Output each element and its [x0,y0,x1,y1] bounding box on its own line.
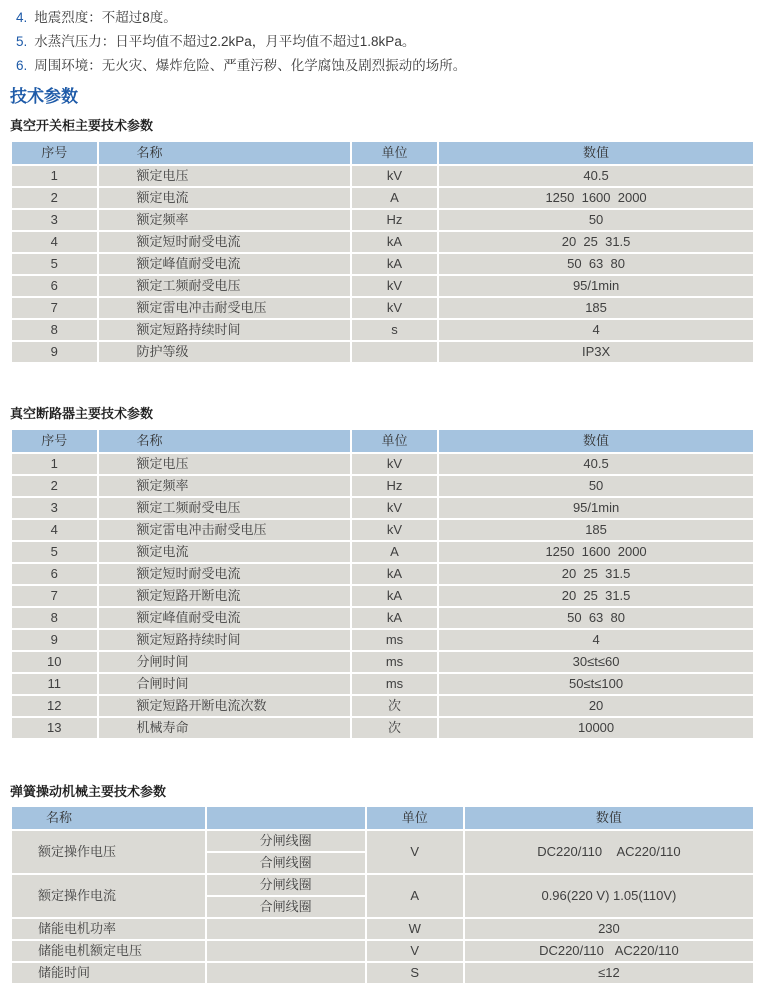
cell: 12 [12,696,97,716]
cell: 额定操作电流 [12,875,205,917]
cell: 额定电流 [99,542,350,562]
column-header [207,807,365,829]
cell: DC220/110 AC220/110 [465,831,753,873]
spring-mechanism-params-table [10,805,755,985]
cell: DC220/110 AC220/110 [465,941,753,961]
cell: 储能电机额定电压 [12,941,205,961]
cell: 额定短路持续时间 [99,630,350,650]
cell: ms [352,674,437,694]
cell: 分闸线圈 [207,875,365,895]
table-row [12,919,753,939]
cell: 合闸时间 [99,674,350,694]
cell: 额定峰值耐受电流 [99,254,350,274]
cell: 分闸线圈 [207,831,365,851]
cell: 额定操作电压 [12,831,205,873]
cell: kA [352,564,437,584]
cell: 额定雷电冲击耐受电压 [99,298,350,318]
column-header: 数值 [465,807,753,829]
cell: 额定电流 [99,188,350,208]
table-row [12,454,753,474]
column-header: 单位 [367,807,463,829]
column-header: 名称 [12,807,205,829]
column-header: 名称 [99,430,350,452]
cell: 额定短时耐受电流 [99,232,350,252]
cell: 4 [439,320,753,340]
cell: kA [352,608,437,628]
cell: 额定频率 [99,476,350,496]
cell: 8 [12,608,97,628]
column-header: 序号 [12,142,97,164]
cell: 50 [439,210,753,230]
cell: 3 [12,498,97,518]
cell: 1250 1600 2000 [439,188,753,208]
cell: 5 [12,542,97,562]
cell: A [352,542,437,562]
cell: 额定短路持续时间 [99,320,350,340]
condition-notes-list [16,6,755,78]
table-row [12,276,753,296]
cell: 4 [439,630,753,650]
cell: 1 [12,454,97,474]
table-header-row [12,142,753,164]
cell: kV [352,498,437,518]
cell: 40.5 [439,454,753,474]
table-row [12,674,753,694]
table-title-spring-mechanism: 弹簧操动机械主要技术参数 [10,784,167,799]
table-row [12,630,753,650]
cell: kA [352,232,437,252]
table-header-row [12,430,753,452]
table-row [12,498,753,518]
cell: S [367,963,463,983]
table-row [12,342,753,362]
cell: kV [352,298,437,318]
table-row [12,652,753,672]
table-row [12,232,753,252]
cell: W [367,919,463,939]
table-row [12,542,753,562]
cell [207,941,365,961]
table-row [12,608,753,628]
cell: ms [352,630,437,650]
table-row [12,831,753,851]
cell: 20 [439,696,753,716]
column-header: 数值 [439,430,753,452]
cell: ≤12 [465,963,753,983]
cell: 50≤t≤100 [439,674,753,694]
cell [207,919,365,939]
cell: Hz [352,476,437,496]
column-header: 数值 [439,142,753,164]
cell: 2 [12,476,97,496]
list-item [16,54,755,78]
column-header: 名称 [99,142,350,164]
cell: V [367,941,463,961]
cell: 0.96(220 V) 1.05(110V) [465,875,753,917]
cell: 额定短路开断电流次数 [99,696,350,716]
cell: A [352,188,437,208]
list-item-text: 水蒸汽压力：日平均值不超过2.2kPa，月平均值不超过1.8kPa。 [34,34,416,49]
table-row [12,586,753,606]
cell: 次 [352,718,437,738]
column-header: 单位 [352,142,437,164]
cell: 合闸线圈 [207,853,365,873]
cell: 9 [12,342,97,362]
cell: 额定短路开断电流 [99,586,350,606]
table-row [12,875,753,895]
cell: 1 [12,166,97,186]
cell: 9 [12,630,97,650]
cell: 额定工频耐受电压 [99,498,350,518]
table-row [12,941,753,961]
cell: 30≤t≤60 [439,652,753,672]
cell: s [352,320,437,340]
cell: 185 [439,298,753,318]
document-page [10,6,755,985]
cell: 额定频率 [99,210,350,230]
cell: kA [352,586,437,606]
cell: 储能电机功率 [12,919,205,939]
table-title-circuit-breaker: 真空断路器主要技术参数 [10,406,154,421]
table-row [12,166,753,186]
list-item-number: 6. [16,58,28,73]
list-item-text: 地震烈度：不超过8度。 [34,10,177,25]
column-header: 单位 [352,430,437,452]
switchgear-params-table [10,140,755,364]
cell: 次 [352,696,437,716]
cell: 额定工频耐受电压 [99,276,350,296]
cell: 3 [12,210,97,230]
cell: 额定雷电冲击耐受电压 [99,520,350,540]
table-row [12,476,753,496]
list-item [16,30,755,54]
cell: 1250 1600 2000 [439,542,753,562]
cell: V [367,831,463,873]
cell: A [367,875,463,917]
cell: kV [352,520,437,540]
cell: 11 [12,674,97,694]
table-row [12,718,753,738]
section-title: 技术参数 [10,87,78,106]
table-title-switchgear: 真空开关柜主要技术参数 [10,118,154,133]
cell: 8 [12,320,97,340]
cell: 95/1min [439,276,753,296]
cell [207,963,365,983]
cell: 2 [12,188,97,208]
table-row [12,696,753,716]
list-item-text: 周围环境：无火灾、爆炸危险、严重污秽、化学腐蚀及剧烈振动的场所。 [34,58,467,73]
cell: 20 25 31.5 [439,232,753,252]
list-item-number: 4. [16,10,28,25]
column-header: 序号 [12,430,97,452]
cell: 7 [12,586,97,606]
cell: 储能时间 [12,963,205,983]
cell: kV [352,276,437,296]
cell: 额定电压 [99,454,350,474]
cell: 50 63 80 [439,254,753,274]
cell: 50 [439,476,753,496]
table-row [12,320,753,340]
cell: ms [352,652,437,672]
cell: 20 25 31.5 [439,586,753,606]
cell: 额定短时耐受电流 [99,564,350,584]
cell: 4 [12,232,97,252]
cell: 230 [465,919,753,939]
table-row [12,520,753,540]
cell: 95/1min [439,498,753,518]
table-row [12,254,753,274]
cell: 185 [439,520,753,540]
table-row [12,564,753,584]
cell: 20 25 31.5 [439,564,753,584]
cell: 额定电压 [99,166,350,186]
table-row [12,963,753,983]
list-item-number: 5. [16,34,28,49]
cell: IP3X [439,342,753,362]
cell: 6 [12,276,97,296]
cell: 分闸时间 [99,652,350,672]
cell: kA [352,254,437,274]
cell: kV [352,166,437,186]
cell: kV [352,454,437,474]
list-item [16,6,755,30]
cell: Hz [352,210,437,230]
cell: 6 [12,564,97,584]
circuit-breaker-params-table [10,428,755,740]
table-header-row [12,807,753,829]
table-row [12,188,753,208]
cell: 4 [12,520,97,540]
cell: 13 [12,718,97,738]
cell [352,342,437,362]
cell: 7 [12,298,97,318]
cell: 10 [12,652,97,672]
cell: 防护等级 [99,342,350,362]
cell: 50 63 80 [439,608,753,628]
cell: 5 [12,254,97,274]
table-row [12,210,753,230]
cell: 40.5 [439,166,753,186]
cell: 10000 [439,718,753,738]
cell: 额定峰值耐受电流 [99,608,350,628]
table-row [12,298,753,318]
cell: 机械寿命 [99,718,350,738]
cell: 合闸线圈 [207,897,365,917]
